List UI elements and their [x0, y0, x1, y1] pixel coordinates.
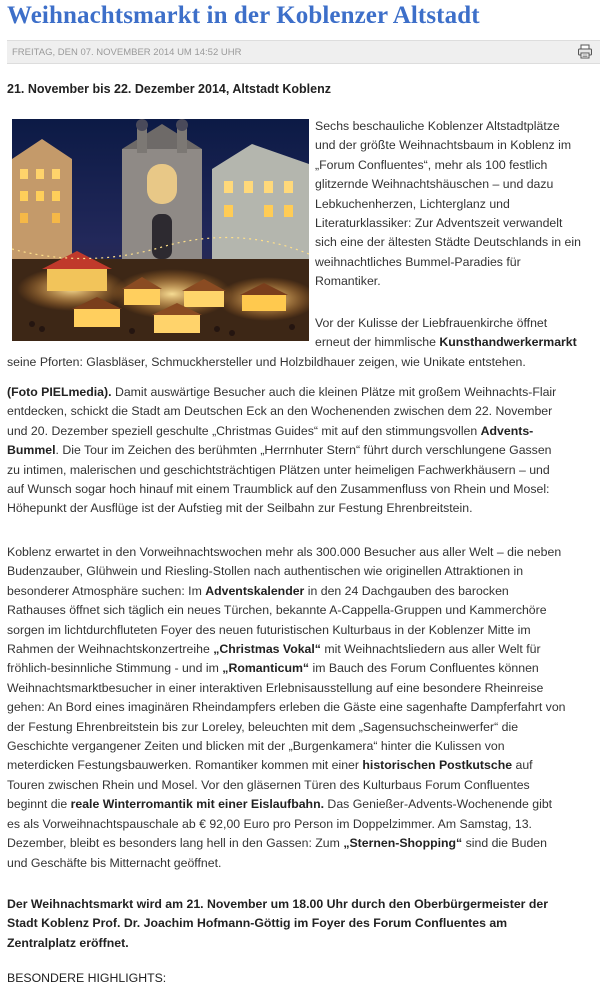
article-date: FREITAG, DEN 07. NOVEMBER 2014 UM 14:52 UHR	[12, 47, 242, 58]
article-meta-bar	[7, 40, 600, 64]
paragraph-attractions: Koblenz erwartet in den Vorweihnachtswochen mehr als 300.000 Besucher aus aller Welt – die neben Budenzauber, Glühwein und Riesling-Stollen nach authentischen wie originellen Attraktionen in besonderer Atmosphäre suchen: Im Adventskalender in den 24 Dachgauben des barocken Rathauses öffnet sich täglich ein neues Türchen, bekannte A-Cappella-Gruppen und Kammerchöre sorgen im lichtdurchfluteten Foyer des neuen futuristischen Kulturbaus in der Koblenzer Mitte im Rahmen der Weihnachtskonzertreihe „Christmas Vokal“ mit Weihnachtsliedern aus aller Welt für fröhlich-besinnliche Stimmung - und im „Romanticum“ im Bauch des Forum Confluentes können Weihnachtsmarktbesucher in einer interaktiven Erlebnisausstellung auf eine besondere Rheinreise gehen: An Bord eines imaginären Rheindampfers erleben die Gäste eine sagenhafte Dampferfahrt von der Festung Ehrenbreitstein bis zur Loreley, beleuchten mit dem „Sagensuchscheinwerfer“ die Geschichte vergangener Zeiten und blicken mit der „Burgenkamera“ hinter die Kulissen von meterdicken Festungsbauwerken. Romantiker kommen mit einer historischen Postkutsche auf Touren zwischen Rhein und Mosel. Vor den gläsernen Türen des Kulturbaus Forum Confluentes beginnt die reale Winterromantik mit einer Eislaufbahn. Das Genießer-Advents-Wochenende gibt es als Vorweihnachtspauschale ab € 92,00 Euro pro Person im Doppelzimmer. Am Samstag, 13. Dezember, bleibt es besonders lang hell in den Gassen: Zum „Sternen-Shopping“ sind die Buden und Geschäfte bis Mitternacht geöffnet.	[7, 545, 566, 870]
photo-credit: (Foto PIELmedia).	[7, 385, 112, 399]
paragraph-opening: Der Weihnachtsmarkt wird am 21. November um 18.00 Uhr durch den Oberbürgermeister der Stadt Koblenz Prof. Dr. Joachim Hofmann-Göttig im Foyer des Forum Confluentes am Zentralplatz eröffnet.	[7, 897, 549, 950]
article-title[interactable]: Weihnachtsmarkt in der Koblenzer Altstadt	[7, 2, 480, 29]
paragraph-intro: Sechs beschauliche Koblenzer Altstadtplätze und der größte Weihnachtsbaum in Koblenz im „Forum Confluentes“, mehr als 100 festlich glitzernde Weihnachtshäuschen – und dazu Lebkuchenherzen, Lichterglanz und Literaturklassiker: Zur Adventszeit verwandelt sich eine der ältesten Städte Deutschlands in ein weihnachtliches Bummel-Paradies für Romantiker.	[315, 119, 581, 289]
article-subtitle: 21. November bis 22. Dezember 2014, Altstadt Koblenz	[7, 82, 331, 96]
highlights-heading: BESONDERE HIGHLIGHTS:	[7, 971, 167, 985]
paragraph-kunsthandwerk: Vor der Kulisse der Liebfrauenkirche öffnet erneut der himmlische Kunsthandwerkermarkt seine Pforten: Glasbläser, Schmuckhersteller und Holzbildhauer zeigen, wie Unikate entstehen.	[7, 316, 577, 369]
printer-icon[interactable]	[577, 44, 593, 59]
paragraph-christmas-guides: (Foto PIELmedia). Damit auswärtige Besucher auch die kleinen Plätze mit großem Weihnachts-Flair entdecken, schickt die Stadt am Deutschen Eck an den Wochenenden zwischen dem 22. November und 20. Dezember speziell geschulte „Christmas Guides“ mit auf den stimmungsvollen Advents- Bummel. Die Tour im Zeichen des berühmten „Herrnhuter Stern“ führt durch verschlungene Gassen zu intimen, malerischen und geschichtsträchtigen Plätzen unter heimeligen Fachwerkhäusern – und auf Wunsch sogar hoch hinauf mit einem Traumblick auf den Zusammenfluss von Rhein und Mosel: Höhepunkt der Ausflüge ist der Aufstieg mit der Seilbahn zur Festung Ehrenbreitstein.	[7, 385, 557, 516]
christmas-market-photo	[12, 119, 309, 341]
highlight-kunsthandwerkermarkt: Kunsthandwerkermarkt	[439, 335, 577, 350]
